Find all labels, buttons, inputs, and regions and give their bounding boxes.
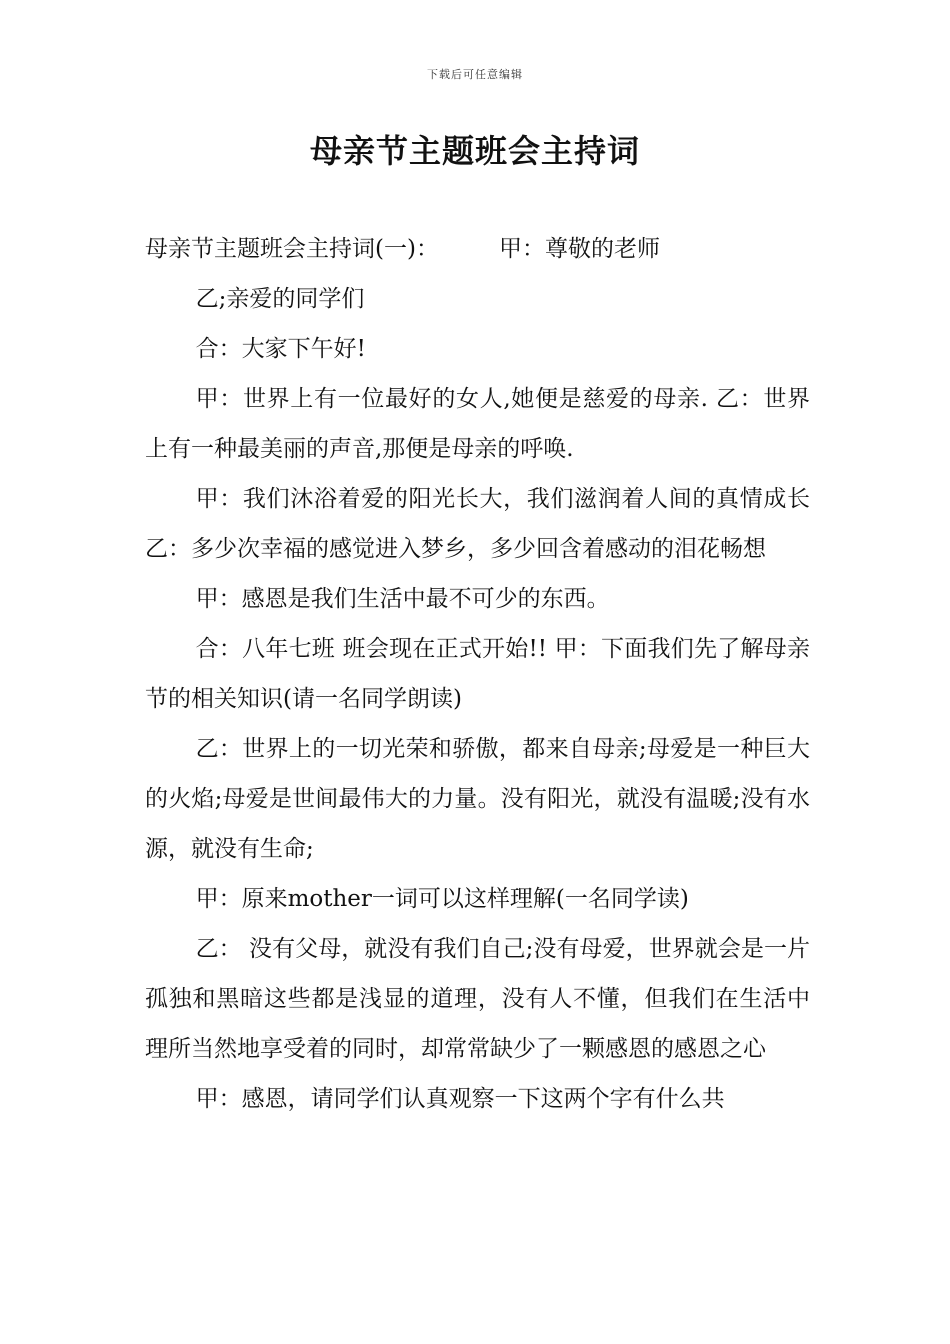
intro-heading: 母亲节主题班会主持词(一)：: [145, 236, 439, 262]
paragraph: 甲：感恩是我们生活中最不可少的东西。: [195, 586, 610, 612]
document-title: 母亲节主题班会主持词: [309, 132, 640, 170]
paragraph: 乙;亲爱的同学们: [195, 286, 365, 312]
paragraph: 甲：原来mother一词可以这样理解(一名同学读): [195, 886, 689, 912]
intro-line: [145, 224, 810, 274]
paragraph: 合：八年七班 班会现在正式开始!! 甲：下面我们先了解母亲节的相关知识(请一名同学朗读): [145, 636, 810, 712]
paragraph: 乙： 没有父母，就没有我们自己;没有母爱，世界就会是一片孤独和黑暗这些都是浅显的道理，没有人不懂，但我们在生活中理所当然地享受着的同时，却常常缺少了一颗感恩的感恩之心: [145, 936, 810, 1062]
document-body: [145, 224, 810, 1124]
paragraph: 甲：我们沐浴着爱的阳光长大，我们滋润着人间的真情成长 乙：多少次幸福的感觉进入梦乡，多少回含着感动的泪花畅想: [145, 486, 810, 562]
paragraph: 合：大家下午好!: [195, 336, 366, 362]
paragraph: 甲：世界上有一位最好的女人,她便是慈爱的母亲. 乙：世界上有一种最美丽的声音,那便是母亲的呼唤.: [145, 386, 810, 462]
paragraph: 乙：世界上的一切光荣和骄傲，都来自母亲;母爱是一种巨大的火焰;母爱是世间最伟大的力量。没有阳光，就没有温暖;没有水源，就没有生命;: [145, 736, 810, 862]
intro-greeting: 甲：尊敬的老师: [498, 236, 660, 262]
header-note: 下载后可任意编辑: [427, 68, 523, 81]
paragraph: 甲：感恩，请同学们认真观察一下这两个字有什么共: [195, 1086, 725, 1112]
